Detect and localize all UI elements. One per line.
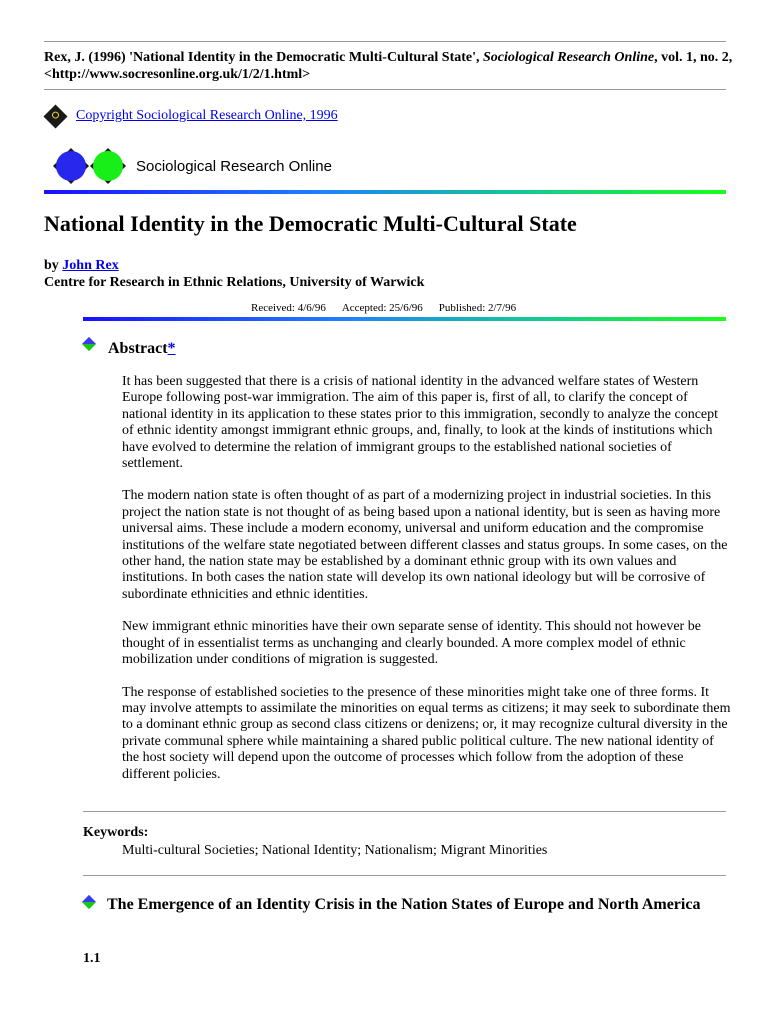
accepted-date: Accepted: 25/6/96	[341, 302, 423, 314]
author-link[interactable]: John Rex	[62, 258, 119, 273]
abstract-rule	[83, 811, 726, 812]
abstract-heading	[108, 340, 176, 358]
copyright-icon	[43, 104, 67, 128]
byline	[44, 257, 424, 291]
dates-gradient-bar	[83, 317, 726, 321]
header-gradient-bar	[44, 190, 726, 194]
keywords-rule	[83, 875, 726, 876]
byline-by: by	[44, 258, 63, 273]
affiliation: Centre for Research in Ethnic Relations, University of Warwick	[44, 275, 425, 290]
keywords-text: Multi-cultural Societies; National Identity; Nationalism; Migrant Minorities	[122, 843, 548, 858]
received-date: Received: 4/6/96	[251, 302, 326, 314]
copyright-link[interactable]: Copyright Sociological Research Online, 1996	[76, 108, 338, 123]
article-title: National Identity in the Democratic Multi-Cultural State	[44, 211, 577, 236]
abstract-paragraph-3: New immigrant ethnic minorities have their own separate sense of identity. This should not however be thought of in essentialist terms as unchanging and clearly bounded. A more complex model of ethnic mobilization under conditions of migration is suggested.	[122, 619, 701, 668]
citation-prefix: Rex, J. (1996) 'National Identity in the Democratic Multi-Cultural State',	[44, 50, 483, 65]
journal-logo-text: Sociological Research Online	[136, 158, 332, 175]
publication-dates	[251, 302, 516, 314]
citation-suffix: , vol. 1, no. 2, <http://www.socresonline.org.uk/1/2/1.html>	[44, 50, 733, 82]
section-heading: The Emergence of an Identity Crisis in the Nation States of Europe and North America	[107, 896, 701, 913]
top-rule	[44, 41, 726, 42]
abstract-heading-text: Abstract	[108, 340, 168, 357]
abstract-body	[122, 374, 732, 799]
abstract-footnote-link[interactable]: *	[167, 340, 176, 357]
citation-rule	[44, 89, 726, 90]
copyright-row	[44, 104, 338, 128]
abstract-paragraph-4: The response of established societies to the presence of these minorities might take one of three forms. It may involve attempts to assimilate the minorities on equal terms as citizens; it may seek to subordinate them to a dominant ethnic group as second class citizens or denizens; or, it may recognize cultural diversity in the private communal sphere while maintaining a shared public political culture. The new national identity of the host society will depend upon the outcome of processes which follow from the adoption of these different policies.	[122, 684, 731, 782]
paragraph-number: 1.1	[83, 951, 101, 966]
abstract-paragraph-1: It has been suggested that there is a crisis of national identity in the advanced welfare states of Western Europe following post-war immigration. The aim of this paper is, first of all, to clarify the concept of national identity in its application to these states prior to this immigration, secondly to analyze the concept of ethnic identity amongst immigrant ethnic groups, and, finally, to look at the kinds of institutions which have evolved to determine the relation of immigrant groups to the established national societies of settlement.	[122, 374, 719, 472]
published-date: Published: 2/7/96	[438, 302, 517, 314]
abstract-bullet-icon	[82, 337, 96, 351]
citation	[44, 49, 734, 83]
citation-journal: Sociological Research Online	[483, 50, 655, 65]
keywords-label: Keywords:	[83, 825, 149, 840]
abstract-paragraph-2: The modern nation state is often thought of as part of a modernizing project in industrial societies. In this project the nation state is not thought of as being based upon a national identity, but is seen as having more universal aims. These include a modern economy, universal and uniform education and the compromise institutions of the welfare state negotiated between different classes and status groups. In some cases, on the other hand, the nation state may be established by a dominant ethnic group with its own values and institutions. In both cases the nation state will develop its own national ideology but will be corrosive of subordinate ethnicities and ethnic identities.	[122, 488, 728, 602]
